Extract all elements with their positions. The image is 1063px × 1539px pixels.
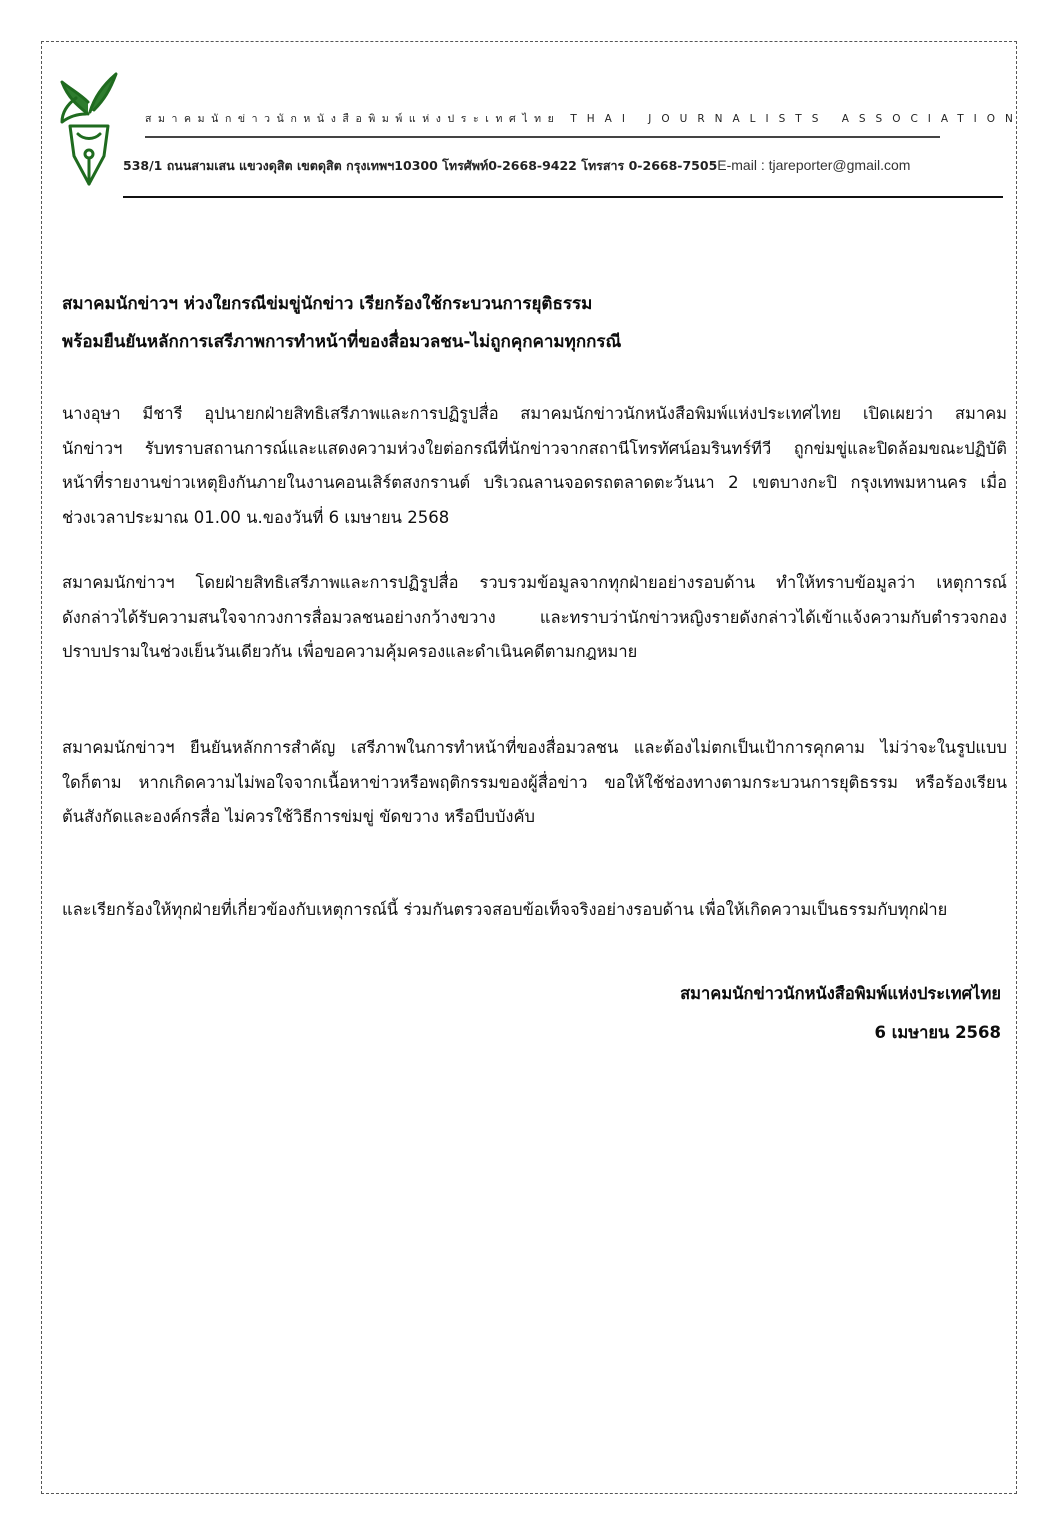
association-logo-icon [58,68,120,190]
header-divider-bottom [123,196,1003,198]
email-text: E-mail : tjareporter@gmail.com [717,157,911,173]
address-text: 538/1 ถนนสามเสน แขวงดุสิต เขตดุสิต กรุงเทพฯ10300 โทรศัพท์0-2668-9422 โทรสาร 0-2668-7505 [123,158,718,173]
paragraph-line: ใดก็ตาม หากเกิดความไม่พอใจจากเนื้อหาข่าวหรือพฤติกรรมของผู้สื่อข่าว ขอให้ใช้ช่องทางตามกระบวนการยุติธรรม หรือร้องเรียน [62,772,1007,792]
org-address [123,156,1003,176]
org-name-header [145,110,1023,127]
headline-line-1: สมาคมนักข่าวฯ ห่วงใยกรณีข่มขู่นักข่าว เรียกร้องใช้กระบวนการยุติธรรม [62,294,593,314]
paragraph-3 [62,731,1007,835]
paragraph-line: และเรียกร้องให้ทุกฝ่ายที่เกี่ยวข้องกับเหตุการณ์นี้ ร่วมกันตรวจสอบข้อเท็จจริงอย่างรอบด้าน เพื่อให้เกิดความเป็นธรรมกับทุกฝ่าย [62,900,948,919]
paragraph-line: นักข่าวฯ รับทราบสถานการณ์และแสดงความห่วงใยต่อกรณีที่นักข่าวจากสถานีโทรทัศน์อมรินทร์ทีวี ถูกข่มขู่และปิดล้อมขณะปฏิบัติ [62,438,1007,458]
paragraph-line: ต้นสังกัดและองค์กรสื่อ ไม่ควรใช้วิธีการข่มขู่ ขัดขวาง หรือบีบบังคับ [62,807,535,826]
paragraph-2 [62,566,1007,670]
paragraph-line: ดังกล่าวได้รับความสนใจจากวงการสื่อมวลชนอย่างกว้างขวาง และทราบว่านักข่าวหญิงรายดังกล่าวได้เข้าแจ้งความกับตำรวจกอง [62,607,1007,627]
org-name-english: THAI JOURNALISTS ASSOCIATION [570,113,1023,125]
paragraph-line: ปราบปรามในช่วงเย็นวันเดียวกัน เพื่อขอความคุ้มครองและดำเนินคดีตามกฎหมาย [62,642,638,661]
paragraph-line: สมาคมนักข่าวฯ ยืนยันหลักการสำคัญ เสรีภาพในการทำหน้าที่ของสื่อมวลชน และต้องไม่ตกเป็นเป้าการคุกคาม ไม่ว่าจะในรูปแบบ [62,738,1007,757]
paragraph-line: สมาคมนักข่าวฯ โดยฝ่ายสิทธิเสรีภาพและการปฏิรูปสื่อ รวบรวมข้อมูลจากทุกฝ่ายอย่างรอบด้าน ทำให้ทราบข้อมูลว่า เหตุการณ์ [62,573,1007,592]
paragraph-4 [62,893,1007,928]
header-divider-top [145,136,940,138]
signature-date: 6 เมษายน 2568 [874,1023,1001,1042]
paragraph-1 [62,397,1007,535]
paragraph-line: นางอุษา มีชารี อุปนายกฝ่ายสิทธิเสรีภาพและการปฏิรูปสื่อ สมาคมนักข่าวนักหนังสือพิมพ์แห่งประเทศไทย เปิดเผยว่า สมาคม [62,404,1007,423]
paragraph-line: ช่วงเวลาประมาณ 01.00 น.ของวันที่ 6 เมษายน 2568 [62,507,450,527]
paragraph-line: หน้าที่รายงานข่าวเหตุยิงกันภายในงานคอนเสิร์ตสงกรานต์ บริเวณลานจอดรถตลาดตะวันนา 2 เขตบางกะปิ กรุงเทพมหานคร เมื่อ [62,473,1007,492]
headline-line-2: พร้อมยืนยันหลักการเสรีภาพการทำหน้าที่ของสื่อมวลชน-ไม่ถูกคุกคามทุกกรณี [62,332,622,352]
org-name-thai: สมาคมนักข่าวนักหนังสือพิมพ์แห่งประเทศไทย [145,113,561,125]
signature-org: สมาคมนักข่าวนักหนังสือพิมพ์แห่งประเทศไทย [680,984,1001,1003]
